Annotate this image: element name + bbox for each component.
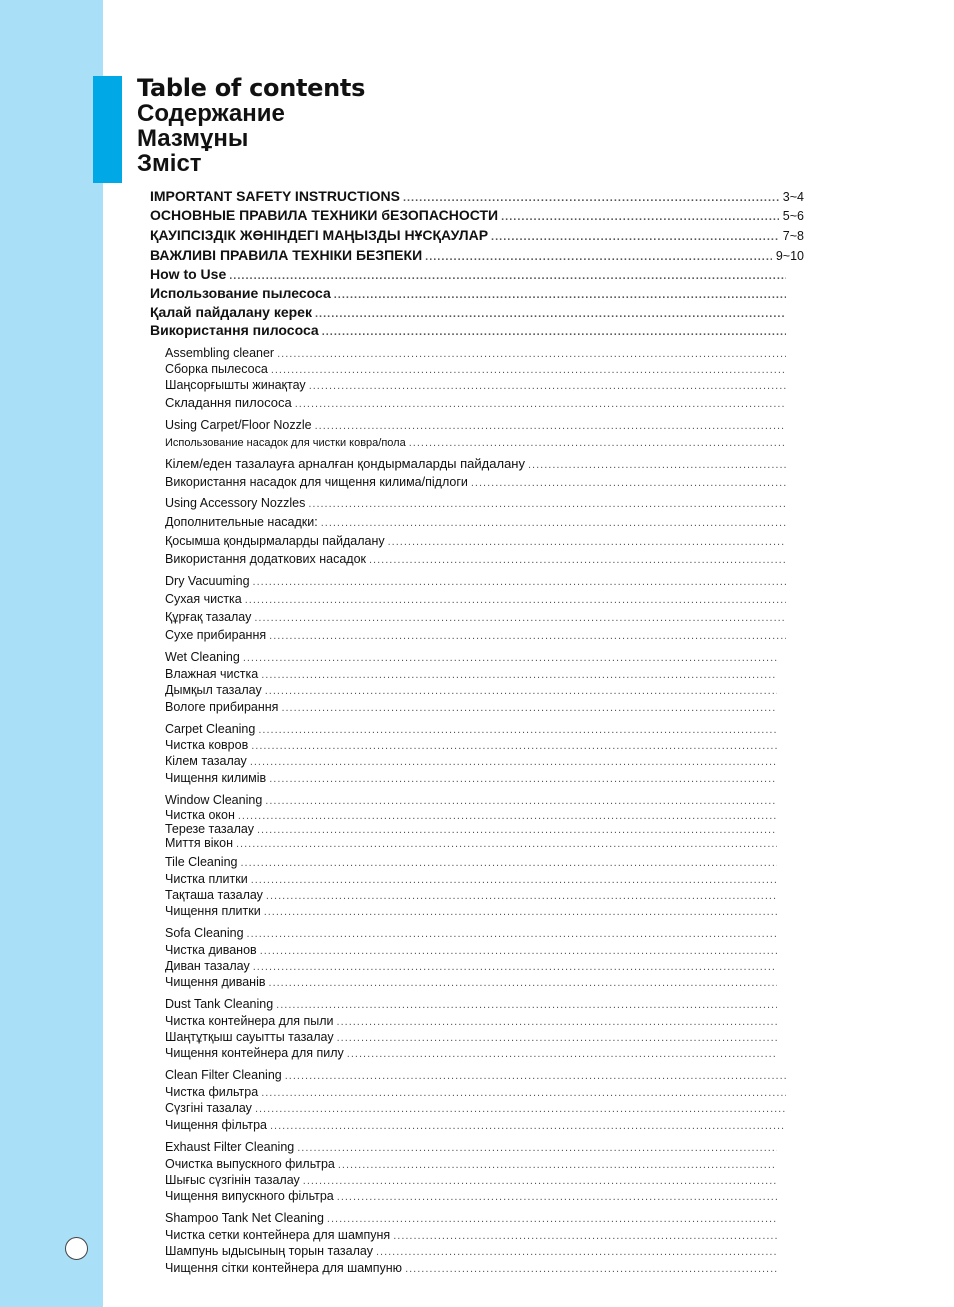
toc-sub-item[interactable]: Құрғақ тазалау ..... xyxy=(165,610,786,624)
toc-sub-item[interactable]: Window Cleaning ..... xyxy=(165,793,777,807)
toc-sub-item[interactable]: Assembling cleaner ..... xyxy=(165,346,786,360)
toc-sub-item[interactable]: Сухая чистка ..... xyxy=(165,592,786,606)
toc-sub-item[interactable]: Using Carpet/Floor Nozzle ..... xyxy=(165,418,786,432)
toc-main-item[interactable]: Қалай пайдалану керек ..... xyxy=(150,304,786,320)
toc-sub-item[interactable]: Вологе прибирання ..... xyxy=(165,700,777,714)
toc-sub-item[interactable]: Чищення фільтра ..... xyxy=(165,1118,786,1132)
toc-sub-item[interactable]: Влажная чистка ..... xyxy=(165,667,777,681)
toc-sub-item[interactable]: Шаңтұтқыш сауытты тазалау ..... xyxy=(165,1030,777,1044)
toc-sub-item[interactable]: Сүзгіні тазалау ..... xyxy=(165,1101,786,1115)
toc-sub-item[interactable]: Dust Tank Cleaning ..... xyxy=(165,997,777,1011)
toc-main-item[interactable]: ОСНОВНЫЕ ПРАВИЛА ТЕХНИКИ бЕЗОПАСНОСТИ ..... 5~6 xyxy=(150,207,804,223)
toc-sub-item[interactable]: Очистка выпускного фильтра ..... xyxy=(165,1157,777,1171)
toc-sub-item[interactable]: Чищення контейнера для пилу ..... xyxy=(165,1046,777,1060)
toc-main-item[interactable]: ВАЖЛИВІ ПРАВИЛА ТЕХНІКИ БЕЗПЕКИ ..... 9~10 xyxy=(150,247,804,263)
toc-main-item[interactable]: IMPORTANT SAFETY INSTRUCTIONS ..... 3~4 xyxy=(150,188,804,204)
toc-sub-item[interactable]: Carpet Cleaning ..... xyxy=(165,722,777,736)
toc-sub-item[interactable]: Exhaust Filter Cleaning ..... xyxy=(165,1140,777,1154)
toc-sub-item[interactable]: Чищення випускного фільтра ..... xyxy=(165,1189,777,1203)
toc-sub-item[interactable]: Кілем тазалау ..... xyxy=(165,754,777,768)
toc-sub-item[interactable]: Шампунь ыдысының торын тазалау ..... xyxy=(165,1244,777,1258)
toc-sub-item[interactable]: Чистка фильтра ..... xyxy=(165,1085,786,1099)
toc-sub-item[interactable]: Қосымша қондырмаларды пайдалану ..... xyxy=(165,534,786,548)
toc-sub-item[interactable]: Использование насадок для чистки ковра/пола ..... xyxy=(165,437,786,449)
toc-sub-item[interactable]: Tile Cleaning ..... xyxy=(165,855,777,869)
toc-sub-item[interactable]: Використання насадок для чищення килима/підлоги ..... xyxy=(165,475,786,489)
toc-sub-item[interactable]: Складання пилососа ..... xyxy=(165,395,786,410)
toc-sub-item[interactable]: Миття вікон ..... xyxy=(165,836,777,850)
toc-sub-item[interactable]: Чистка диванов ..... xyxy=(165,943,777,957)
toc-sub-item[interactable]: Сборка пылесоса ..... xyxy=(165,362,786,376)
toc-sub-item[interactable]: Чистка сетки контейнера для шампуня ..... xyxy=(165,1228,777,1242)
toc-sub-item[interactable]: Wet Cleaning ..... xyxy=(165,650,777,664)
toc-sub-item[interactable]: Чистка ковров ..... xyxy=(165,738,777,752)
toc-sub-item[interactable]: Дымқыл тазалау ..... xyxy=(165,683,777,697)
toc-sub-item[interactable]: Чищення плитки ..... xyxy=(165,904,777,918)
toc-sub-item[interactable]: Чищення диванів ..... xyxy=(165,975,777,989)
toc-sub-item[interactable]: Using Accessory Nozzles ..... xyxy=(165,496,786,510)
toc-sub-item[interactable]: Терезе тазалау ..... xyxy=(165,822,777,836)
toc-sub-item[interactable]: Дополнительные насадки: ..... xyxy=(165,515,786,529)
toc-sub-item[interactable]: Чищення килимів ..... xyxy=(165,771,777,785)
toc-sub-item[interactable]: Чищення сітки контейнера для шампуню ..... xyxy=(165,1261,777,1275)
title-russian: Содержание xyxy=(137,100,285,127)
toc-main-item[interactable]: Использование пылесоса ..... xyxy=(150,285,786,301)
toc-main-item[interactable]: Використання пилососа ..... xyxy=(150,322,786,338)
toc-sub-item[interactable]: Тақташа тазалау ..... xyxy=(165,888,777,902)
title-english: Table of contents xyxy=(137,74,366,102)
title-kazakh: Мазмұны xyxy=(137,125,249,152)
title-ukrainian: Зміст xyxy=(137,150,202,177)
toc-sub-item[interactable]: Чистка контейнера для пыли ..... xyxy=(165,1014,777,1028)
toc-sub-item[interactable]: Сухе прибирання ..... xyxy=(165,628,786,642)
toc-sub-item[interactable]: Sofa Cleaning ..... xyxy=(165,926,777,940)
toc-sub-item[interactable]: Використання додаткових насадок ..... xyxy=(165,552,786,566)
toc-sub-item[interactable]: Shampoo Tank Net Cleaning ..... xyxy=(165,1211,777,1225)
toc-sub-item[interactable]: Шығыс сүзгінін тазалау ..... xyxy=(165,1173,777,1187)
toc-sub-item[interactable]: Шаңсорғышты жинақтау ..... xyxy=(165,378,786,392)
toc-main-item[interactable]: How to Use ..... xyxy=(150,266,786,282)
toc-sub-item[interactable]: Чистка плитки ..... xyxy=(165,872,777,886)
toc-sub-item[interactable]: Кілем/еден тазалауға арналған қондырмаларды пайдалану ..... xyxy=(165,456,786,471)
toc-sub-item[interactable]: Dry Vacuuming ..... xyxy=(165,574,786,588)
toc-sub-item[interactable]: Диван тазалау ..... xyxy=(165,959,777,973)
toc-main-item[interactable]: ҚАУІПСІЗДІК ЖӨНІНДЕГІ МАҢЫЗДЫ НҰСҚАУЛАР ..... 7~8 xyxy=(150,227,804,243)
toc-sub-item[interactable]: Clean Filter Cleaning ..... xyxy=(165,1068,786,1082)
toc-sub-item[interactable]: Чистка окон ..... xyxy=(165,808,777,822)
